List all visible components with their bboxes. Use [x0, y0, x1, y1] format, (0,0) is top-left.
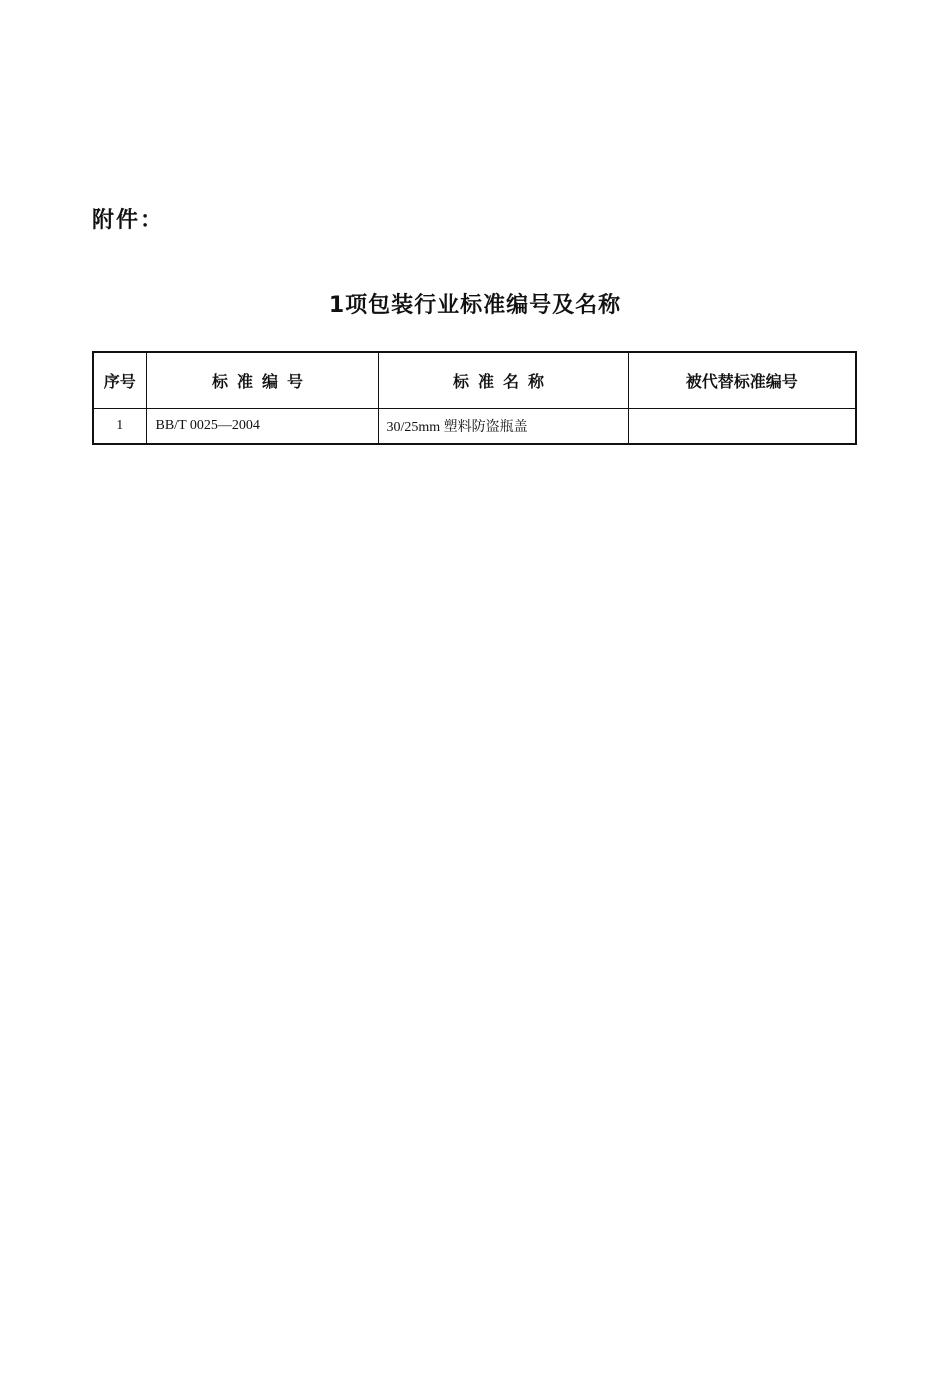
header-seq: 序号 — [93, 352, 146, 409]
header-standard-name: 标准名称 — [378, 352, 628, 409]
cell-seq: 1 — [93, 409, 146, 445]
cell-standard-code: BB/T 0025—2004 — [146, 409, 378, 445]
table-row — [93, 409, 856, 445]
cell-standard-name: 30/25mm 塑料防盗瓶盖 — [378, 409, 628, 445]
header-replaced-code: 被代替标准编号 — [628, 352, 856, 409]
cell-replaced-code — [628, 409, 856, 445]
standards-table — [92, 351, 857, 445]
attachment-label: 附件： — [92, 207, 165, 233]
table-header-row — [93, 352, 856, 409]
document-title: 1项包装行业标准编号及名称 — [328, 293, 622, 318]
header-standard-code: 标准编号 — [146, 352, 378, 409]
